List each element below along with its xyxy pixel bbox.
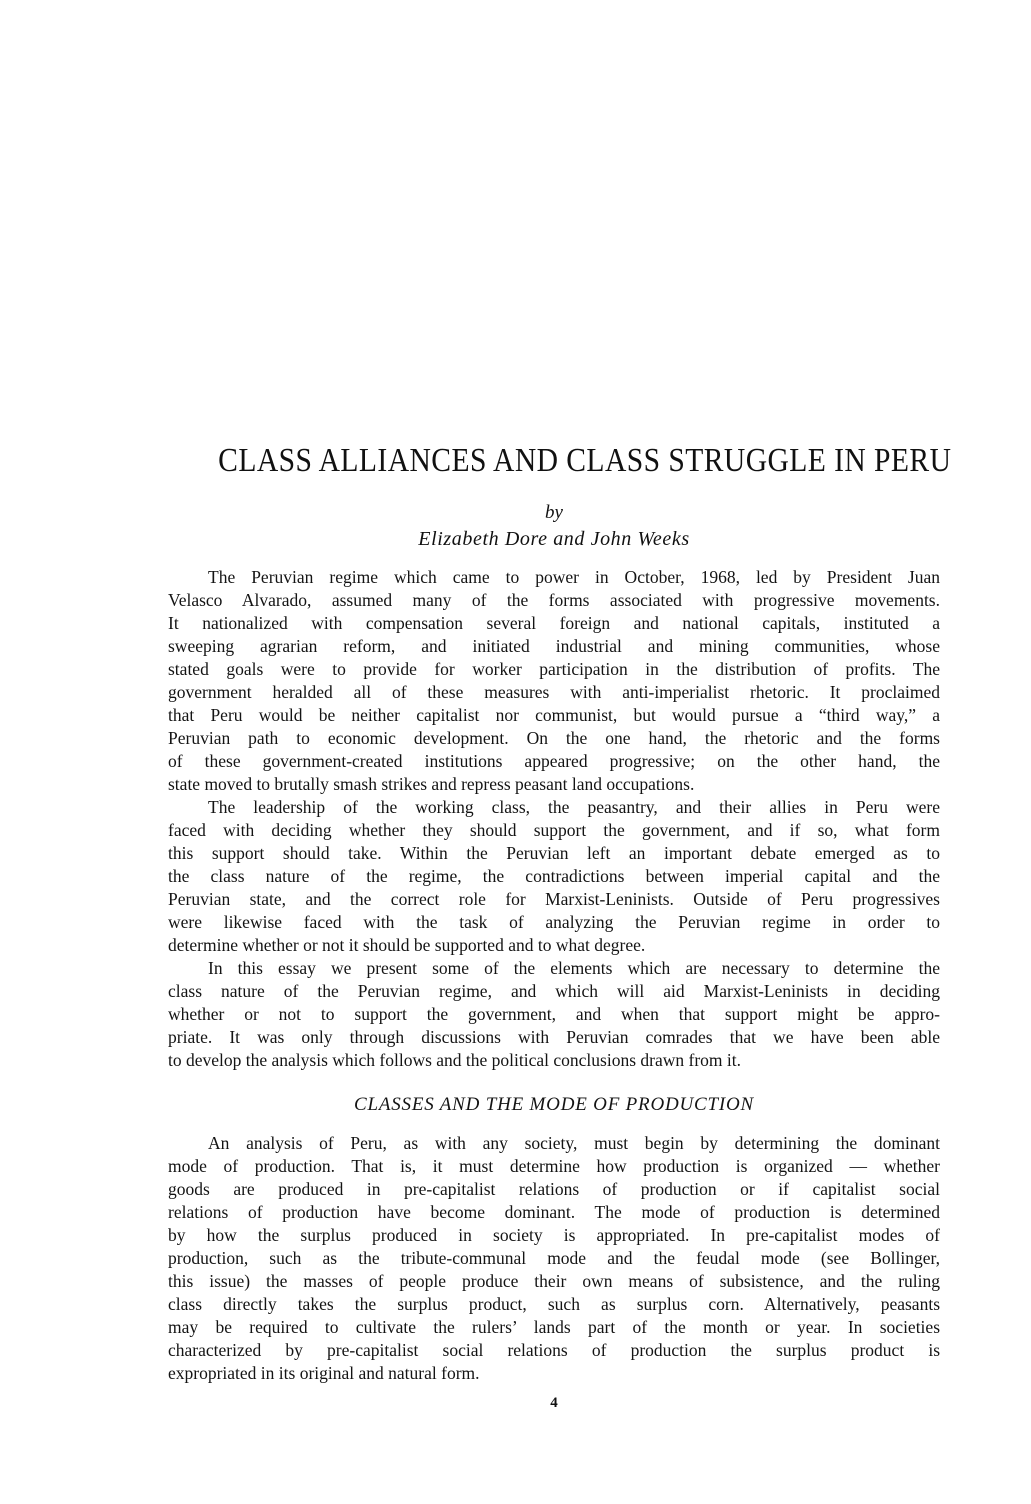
text-line: this support should take. Within the Peruvian left an important debate emerged as to xyxy=(168,843,940,863)
text-line: the class nature of the regime, the contradictions between imperial capital and the xyxy=(168,866,940,886)
text-line: state moved to brutally smash strikes and repress peasant land occupations. xyxy=(168,774,695,794)
text-line: determine whether or not it should be supported and to what degree. xyxy=(168,935,646,955)
text-line: The leadership of the working class, the peasantry, and their allies in Peru were xyxy=(208,797,940,817)
text-line: whether or not to support the government, and when that support might be appro- xyxy=(168,1004,940,1024)
text-line: An analysis of Peru, as with any society, must begin by determining the dominant xyxy=(208,1133,940,1153)
paragraph xyxy=(168,957,940,1072)
text-line: characterized by pre-capitalist social relations of production the surplus product is xyxy=(168,1340,940,1360)
text-line: of these government-created institutions appeared progressive; on the other hand, the xyxy=(168,751,940,771)
text-line: by how the surplus produced in society is appropriated. In pre-capitalist modes of xyxy=(168,1225,940,1245)
page-number: 4 xyxy=(550,1395,558,1411)
text-line: Peruvian path to economic development. On the one hand, the rhetoric and the forms xyxy=(168,728,940,748)
text-line: relations of production have become dominant. The mode of production is determined xyxy=(168,1202,940,1222)
text-line: to develop the analysis which follows and the political conclusions drawn from it. xyxy=(168,1050,742,1070)
text-line: The Peruvian regime which came to power in October, 1968, led by President Juan xyxy=(208,567,940,587)
text-line: mode of production. That is, it must determine how production is organized — whether xyxy=(168,1156,940,1176)
text-line: class nature of the Peruvian regime, and which will aid Marxist-Leninists in deciding xyxy=(168,981,940,1001)
text-line: priate. It was only through discussions with Peruvian comrades that we have been able xyxy=(168,1027,940,1047)
text-line: In this essay we present some of the elements which are necessary to determine the xyxy=(208,958,940,978)
section-heading: CLASSES AND THE MODE OF PRODUCTION xyxy=(354,1094,754,1115)
text-line: expropriated in its original and natural form. xyxy=(168,1363,480,1383)
page-title: CLASS ALLIANCES AND CLASS STRUGGLE IN PERU xyxy=(218,442,952,479)
text-line: goods are produced in pre-capitalist relations of production or if capitalist social xyxy=(168,1179,940,1199)
authors: Elizabeth Dore and John Weeks xyxy=(418,528,690,550)
article-body xyxy=(168,566,940,1385)
text-line: may be required to cultivate the rulers’ lands part of the month or year. In societies xyxy=(168,1317,940,1337)
text-line: Peruvian state, and the correct role for Marxist-Leninists. Outside of Peru progressives xyxy=(168,889,940,909)
paragraph xyxy=(168,566,940,796)
text-line: sweeping agrarian reform, and initiated industrial and mining communities, whose xyxy=(168,636,940,656)
text-line: this issue) the masses of people produce their own means of subsistence, and the ruling xyxy=(168,1271,940,1291)
text-line: stated goals were to provide for worker participation in the distribution of profits. The xyxy=(168,659,940,679)
paragraph xyxy=(168,796,940,957)
byline: by xyxy=(545,502,563,523)
text-line: faced with deciding whether they should support the government, and if so, what form xyxy=(168,820,940,840)
text-line: class directly takes the surplus product, such as surplus corn. Alternatively, peasants xyxy=(168,1294,940,1314)
text-line: It nationalized with compensation several foreign and national capitals, instituted a xyxy=(168,613,940,633)
text-line: were likewise faced with the task of analyzing the Peruvian regime in order to xyxy=(168,912,940,932)
text-line: production, such as the tribute-communal mode and the feudal mode (see Bollinger, xyxy=(168,1248,940,1268)
text-line: Velasco Alvarado, assumed many of the forms associated with progressive movements. xyxy=(168,590,940,610)
text-line: government heralded all of these measures with anti-imperialist rhetoric. It proclaimed xyxy=(168,682,940,702)
paragraph xyxy=(168,1132,940,1385)
text-line: that Peru would be neither capitalist nor communist, but would pursue a “third way,” a xyxy=(168,705,940,725)
